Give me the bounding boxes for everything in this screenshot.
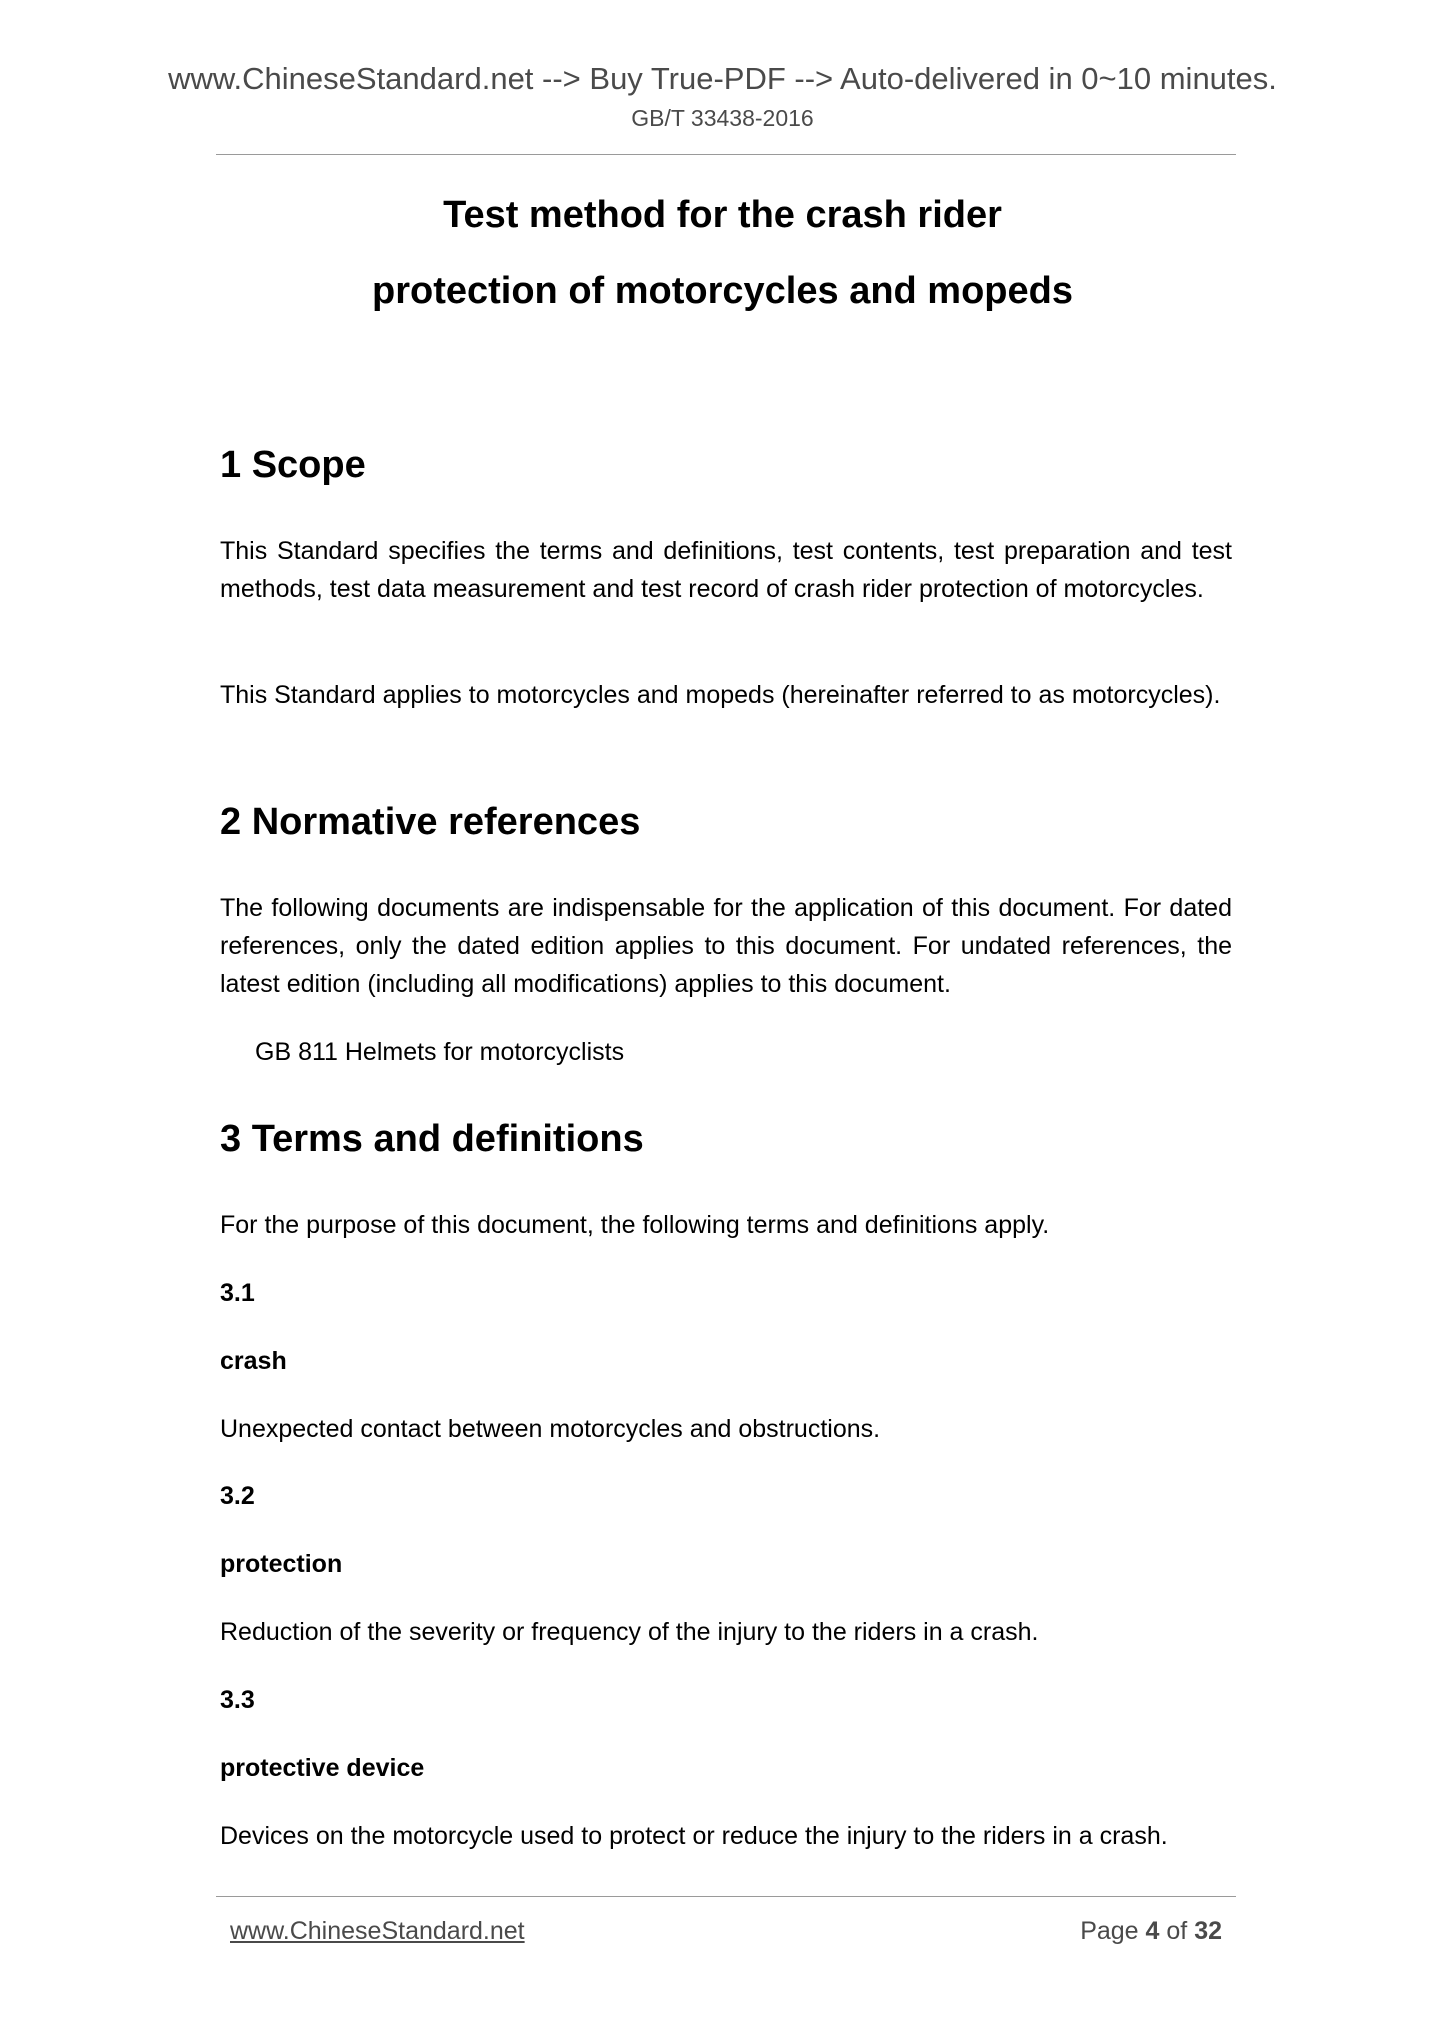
term-protective-device: protective device bbox=[220, 1754, 425, 1782]
terms-intro: For the purpose of this document, the following terms and definitions apply. bbox=[220, 1211, 1050, 1239]
section-heading-terms: 3 Terms and definitions bbox=[220, 1118, 644, 1160]
section-heading-normative-references: 2 Normative references bbox=[220, 801, 641, 843]
term-number-3-1: 3.1 bbox=[220, 1279, 255, 1307]
term-number-3-3: 3.3 bbox=[220, 1686, 255, 1714]
term-protective-device-definition: Devices on the motorcycle used to protect or reduce the injury to the riders in a crash. bbox=[220, 1822, 1168, 1850]
term-crash-definition: Unexpected contact between motorcycles and obstructions. bbox=[220, 1415, 881, 1443]
document-title-line2: protection of motorcycles and mopeds bbox=[372, 270, 1073, 312]
document-title-line1: Test method for the crash rider bbox=[443, 194, 1002, 236]
scope-paragraph-1: This Standard specifies the terms and definitions, test contents, test preparation and test methods, test data measurement and test record of crash rider protection of motorcycles. bbox=[220, 537, 1232, 603]
section-heading-scope: 1 Scope bbox=[220, 444, 366, 486]
footer-website-link[interactable]: www.ChineseStandard.net bbox=[230, 1917, 525, 1945]
page-of: of bbox=[1159, 1917, 1195, 1945]
page-total: 32 bbox=[1194, 1917, 1222, 1945]
footer-divider bbox=[216, 1896, 1236, 1897]
term-protection: protection bbox=[220, 1550, 343, 1578]
page-prefix: Page bbox=[1080, 1917, 1146, 1945]
term-number-3-2: 3.2 bbox=[220, 1482, 255, 1510]
header-standard-code: GB/T 33438-2016 bbox=[631, 105, 814, 131]
term-crash: crash bbox=[220, 1347, 287, 1375]
normative-paragraph-1: The following documents are indispensable for the application of this document. For dated references, only the dated edition applies to this document. For undated references, the latest edition (including all modifications) applies to this document. bbox=[220, 894, 1232, 998]
page-current: 4 bbox=[1145, 1917, 1160, 1945]
scope-paragraph-2: This Standard applies to motorcycles and mopeds (hereinafter referred to as motorcycles). bbox=[220, 681, 1221, 709]
normative-reference-item: GB 811 Helmets for motorcyclists bbox=[255, 1038, 625, 1066]
term-protection-definition: Reduction of the severity or frequency of the injury to the riders in a crash. bbox=[220, 1618, 1039, 1646]
page-number bbox=[1080, 1914, 1222, 1948]
header-banner: www.ChineseStandard.net --> Buy True-PDF --> Auto-delivered in 0~10 minutes. bbox=[168, 61, 1277, 96]
header-divider bbox=[216, 154, 1236, 155]
